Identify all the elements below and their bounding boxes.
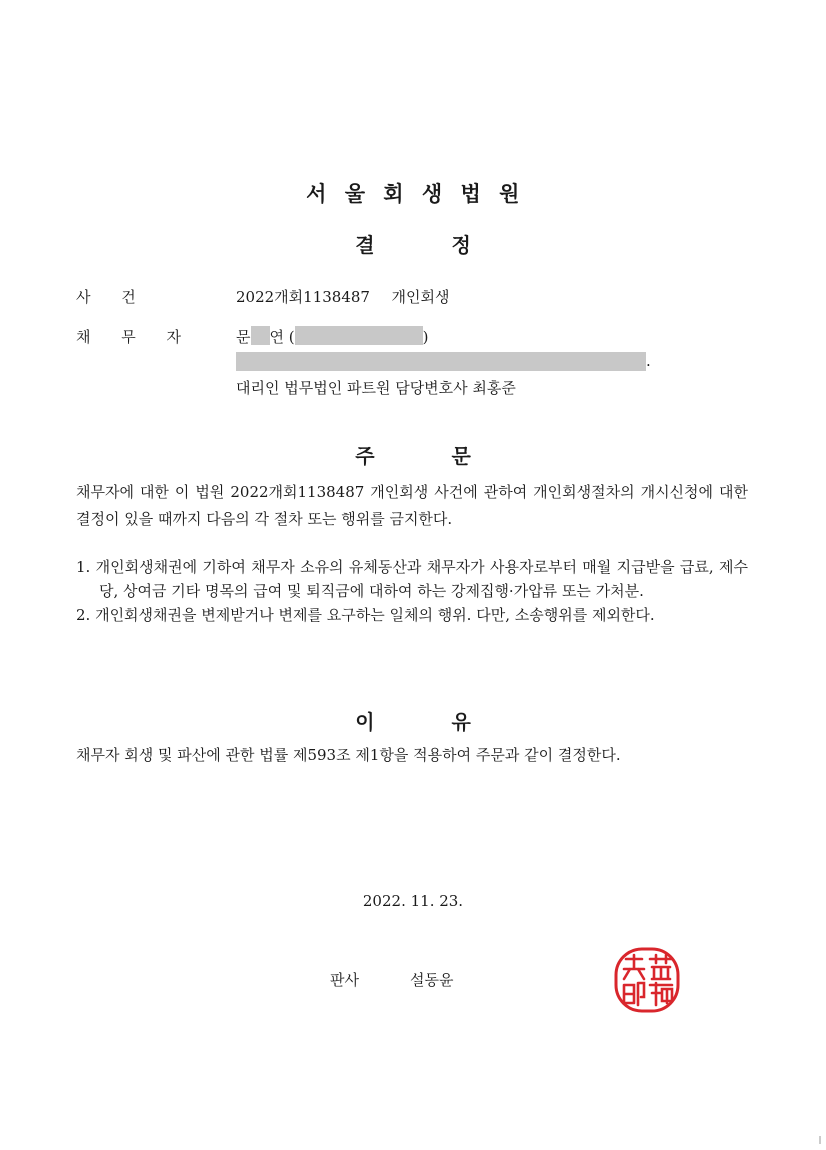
order-heading: 주 문 [355, 444, 471, 468]
reason-text: 채무자 회생 및 파산에 관한 법률 제593조 제1항을 적용하여 주문과 같이 결정한다. [76, 746, 621, 764]
debtor-name-redaction [251, 326, 270, 345]
case-type: 개인회생 [391, 288, 450, 306]
debtor-name-last: 연 [269, 328, 284, 346]
debtor-agent: 대리인 법무법인 파트원 담당변호사 최홍준 [236, 379, 516, 397]
debtor-label: 채 무 자 [76, 328, 183, 346]
debtor-address-redaction [236, 352, 646, 371]
order-text: 채무자에 대한 이 법원 2022개회1138487 개인회생 사건에 관하여 개인회생절차의 개시신청에 대한 결정이 있을 때까지 다음의 각 절차 또는 행위를 금지한다. [76, 483, 748, 528]
decision-date: 2022. 11. 23. [362, 892, 464, 910]
order-list [76, 555, 748, 627]
judge-seal [612, 945, 682, 1015]
court-name: 서 울 회 생 법 원 [306, 182, 520, 206]
case-label: 사 건 [76, 288, 137, 306]
document-type-title: 결 정 [355, 233, 471, 257]
order-item: 1. 개인회생채권에 기하여 채무자 소유의 유체동산과 채무자가 사용자로부터 매월 지급받을 급료, 제수당, 상여금 기타 명목의 급여 및 퇴직금에 대하여 하는 강제집행·가압류 또는 가처분. [76, 558, 748, 600]
debtor-name-line [236, 326, 429, 347]
debtor-paren-open: ( [288, 328, 295, 346]
judge-name: 설동윤 [410, 971, 454, 989]
judge-title: 판사 [330, 971, 359, 989]
debtor-paren-close: ) [422, 328, 429, 346]
order-item: 2. 개인회생채권을 변제받거나 변제를 요구하는 일체의 행위. 다만, 소송행위를 제외한다. [76, 606, 655, 624]
page-mark [818, 1136, 822, 1144]
case-number: 2022개회1138487 [236, 288, 370, 306]
debtor-address-end: . [646, 352, 651, 370]
reason-heading: 이 유 [355, 710, 471, 734]
case-info [236, 286, 450, 307]
debtor-name-first: 문 [236, 328, 251, 346]
debtor-id-redaction [295, 326, 423, 345]
